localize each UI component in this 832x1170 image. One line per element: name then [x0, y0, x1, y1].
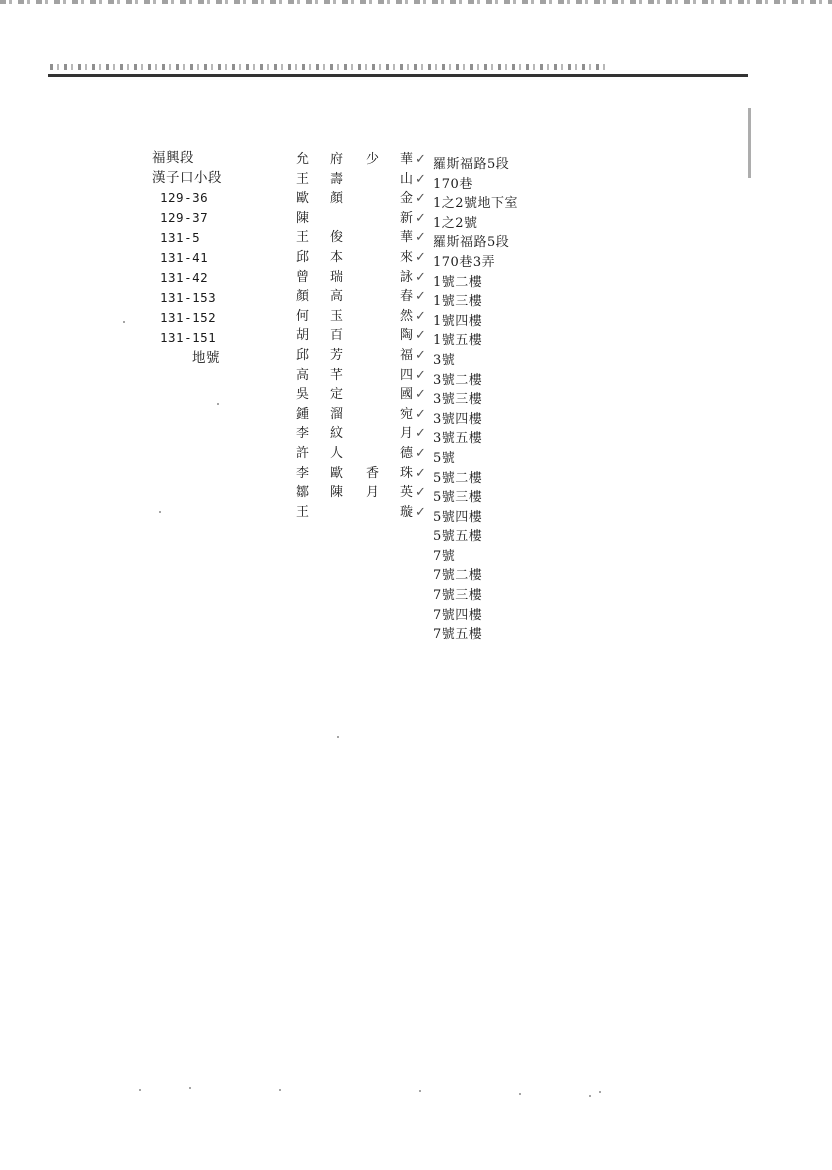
name-character: 定: [330, 387, 344, 403]
name-character: 許: [296, 445, 310, 461]
name-character: 陳: [330, 485, 344, 501]
name-character: 紋: [330, 426, 344, 442]
name-character: 少: [366, 152, 380, 167]
address-line: 3號: [433, 352, 456, 368]
owner-row: [296, 287, 426, 307]
name-character: 芊: [330, 367, 344, 383]
owner-row: [296, 483, 426, 503]
check-mark-icon: ✓: [415, 171, 426, 187]
lot-number: 131-152: [160, 310, 217, 325]
owner-row: [296, 326, 426, 346]
name-character: 府: [330, 152, 344, 167]
address-line: 3號四樓: [433, 411, 483, 427]
check-mark-icon: ✓: [415, 367, 426, 383]
check-mark-icon: ✓: [415, 406, 426, 422]
name-character: 顏: [296, 289, 310, 305]
name-character: 歐: [330, 465, 344, 481]
lot-number: 129-36: [160, 190, 209, 205]
address-line: 3號二樓: [433, 372, 483, 388]
name-character: 英: [400, 485, 414, 501]
address-line: 5號二樓: [433, 470, 483, 486]
address-line: 5號: [433, 450, 456, 466]
lot-number: 131-5: [160, 230, 201, 245]
owner-row: [296, 248, 426, 268]
name-character: 璇: [400, 504, 414, 520]
owner-row: [296, 366, 426, 386]
address-line: 7號四樓: [433, 607, 483, 623]
name-character: 王: [296, 171, 310, 187]
name-character: 香: [366, 465, 380, 481]
header-rule-noise: [50, 64, 610, 70]
name-character: 顏: [330, 191, 344, 207]
name-character: 李: [296, 465, 310, 481]
check-mark-icon: ✓: [415, 269, 426, 285]
name-character: 高: [330, 289, 344, 305]
name-character: 陳: [296, 210, 310, 226]
owner-row: [296, 346, 426, 366]
lot-number-column: [152, 148, 262, 368]
address-line: 羅斯福路5段: [433, 157, 510, 172]
owner-row: [296, 189, 426, 209]
name-character: 本: [330, 249, 344, 265]
name-character: 詠: [400, 269, 414, 285]
subsection-name: 漢子口小段: [152, 170, 222, 186]
name-character: 陶: [400, 328, 414, 344]
check-mark-icon: ✓: [415, 485, 426, 501]
address-line: 7號二樓: [433, 568, 483, 584]
name-character: 高: [296, 367, 310, 383]
address-line: 170巷3弄: [433, 254, 496, 270]
name-character: 國: [400, 387, 414, 403]
name-character: 王: [296, 504, 310, 520]
name-character: 德: [400, 445, 414, 461]
name-character: 新: [400, 210, 414, 226]
address-line: 7號五樓: [433, 627, 483, 643]
address-line: 1號二樓: [433, 274, 483, 290]
address-column: [433, 155, 583, 645]
name-character: 百: [330, 328, 344, 344]
name-character: 王: [296, 230, 310, 246]
check-mark-icon: ✓: [415, 504, 426, 520]
address-line: 1號三樓: [433, 294, 483, 310]
address-line: 1號四樓: [433, 313, 483, 329]
lot-number: 131-42: [160, 270, 209, 285]
lot-number: 131-41: [160, 250, 209, 265]
name-character: 何: [296, 308, 310, 324]
address-line: 7號三樓: [433, 588, 483, 604]
check-mark-icon: ✓: [415, 210, 426, 226]
check-mark-icon: ✓: [415, 328, 426, 344]
owner-row: [296, 209, 426, 229]
owner-row: [296, 464, 426, 484]
name-character: 華: [400, 230, 414, 246]
name-character: 月: [400, 426, 414, 442]
name-character: 宛: [400, 406, 414, 422]
owner-row: [296, 424, 426, 444]
name-character: 月: [366, 485, 380, 501]
owner-row: [296, 268, 426, 288]
owner-row: [296, 385, 426, 405]
edge-mark: [748, 108, 751, 178]
name-character: 春: [400, 289, 414, 305]
owner-row: [296, 307, 426, 327]
address-line: 5號四樓: [433, 509, 483, 525]
address-line: 1號五樓: [433, 333, 483, 349]
name-character: 人: [330, 445, 344, 461]
address-line: 5號三樓: [433, 490, 483, 506]
address-line: 3號三樓: [433, 392, 483, 408]
name-character: 瑞: [330, 269, 344, 285]
check-mark-icon: ✓: [415, 191, 426, 207]
name-character: 溜: [330, 406, 344, 422]
name-character: 允: [296, 152, 310, 167]
owner-row: [296, 170, 426, 190]
header-rule: [48, 74, 748, 77]
name-character: 邱: [296, 347, 310, 363]
lot-number: 131-153: [160, 290, 217, 305]
lot-number: 131-151: [160, 330, 217, 345]
check-mark-icon: ✓: [415, 465, 426, 481]
owner-row: [296, 503, 426, 523]
check-mark-icon: ✓: [415, 426, 426, 442]
scan-edge-noise: [0, 0, 832, 4]
owner-row: [296, 150, 426, 170]
check-mark-icon: ✓: [415, 249, 426, 265]
check-mark-icon: ✓: [415, 347, 426, 363]
name-character: 鄒: [296, 485, 310, 501]
owner-row: [296, 228, 426, 248]
name-character: 俊: [330, 230, 344, 246]
check-mark-icon: ✓: [415, 308, 426, 324]
name-character: 歐: [296, 191, 310, 207]
name-character: 李: [296, 426, 310, 442]
check-mark-icon: ✓: [415, 152, 426, 167]
name-character: 珠: [400, 465, 414, 481]
name-character: 曾: [296, 269, 310, 285]
owner-row: [296, 405, 426, 425]
name-character: 山: [400, 171, 414, 187]
name-character: 四: [400, 367, 414, 383]
lot-number: 129-37: [160, 210, 209, 225]
name-character: 鍾: [296, 406, 310, 422]
name-character: 邱: [296, 249, 310, 265]
name-character: 華: [400, 152, 414, 167]
name-character: 然: [400, 308, 414, 324]
check-mark-icon: ✓: [415, 289, 426, 305]
name-character: 金: [400, 191, 414, 207]
owner-row: [296, 444, 426, 464]
name-character: 福: [400, 347, 414, 363]
name-character: 胡: [296, 328, 310, 344]
address-line: 7號: [433, 548, 456, 564]
check-mark-icon: ✓: [415, 230, 426, 246]
address-line: 5號五樓: [433, 529, 483, 545]
name-character: 壽: [330, 171, 344, 187]
address-line: 羅斯福路5段: [433, 235, 510, 251]
name-character: 芳: [330, 347, 344, 363]
lot-note: 地號: [192, 350, 220, 366]
check-mark-icon: ✓: [415, 387, 426, 403]
name-character: 吳: [296, 387, 310, 403]
name-character: 來: [400, 249, 414, 265]
section-name: 福興段: [152, 150, 194, 166]
address-line: 170巷: [433, 176, 473, 192]
check-mark-icon: ✓: [415, 445, 426, 461]
address-line: 1之2號: [433, 215, 478, 231]
name-character: 玉: [330, 308, 344, 324]
owner-name-column: [296, 150, 426, 522]
address-line: 1之2號地下室: [433, 196, 519, 212]
address-line: 3號五樓: [433, 431, 483, 447]
